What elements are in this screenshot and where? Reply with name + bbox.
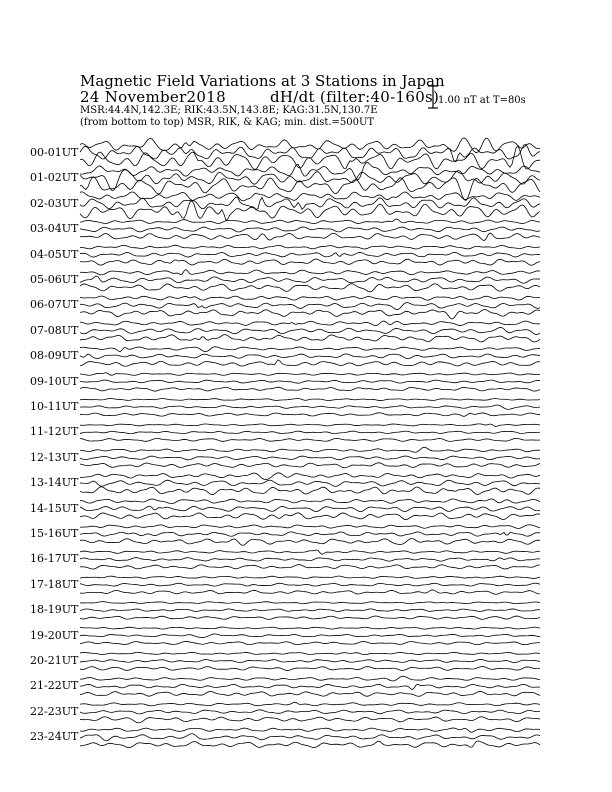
trace-kag-20-21UT	[80, 667, 540, 671]
trace-rik-19-20UT	[80, 634, 540, 638]
trace-msr-14-15UT	[80, 499, 540, 504]
trace-msr-11-12UT	[80, 424, 540, 427]
trace-kag-18-19UT	[80, 616, 540, 619]
trace-msr-06-07UT	[80, 296, 540, 300]
trace-msr-08-09UT	[80, 347, 540, 352]
hour-label: 04-05UT	[30, 247, 79, 261]
trace-kag-03-04UT	[80, 233, 540, 241]
trace-rik-15-16UT	[80, 532, 540, 536]
trace-rik-16-17UT	[80, 558, 540, 562]
trace-msr-20-21UT	[80, 652, 540, 654]
trace-group	[80, 138, 540, 748]
scale-bar-label: 1.00 nT at T=80s	[438, 95, 526, 106]
hour-label: 23-24UT	[30, 730, 79, 744]
trace-kag-23-24UT	[80, 741, 540, 748]
trace-msr-15-16UT	[80, 525, 540, 529]
hour-label: 18-19UT	[30, 603, 79, 617]
trace-rik-23-24UT	[80, 734, 540, 741]
trace-msr-10-11UT	[80, 398, 540, 400]
trace-rik-17-18UT	[80, 583, 540, 586]
hour-label: 01-02UT	[30, 171, 79, 185]
date-label: 24 November2018	[80, 88, 226, 106]
station-coordinates: MSR:44.4N,142.3E; RIK:43.5N,143.8E; KAG:31.5N,130.7E	[80, 105, 378, 116]
trace-msr-05-06UT	[80, 269, 540, 274]
hour-label: 13-14UT	[30, 476, 79, 490]
trace-rik-22-23UT	[80, 710, 540, 714]
trace-rik-09-10UT	[80, 380, 540, 383]
trace-msr-19-20UT	[80, 627, 540, 629]
hour-label: 11-12UT	[30, 425, 79, 439]
trace-rik-08-09UT	[80, 354, 540, 359]
trace-kag-22-23UT	[80, 717, 540, 723]
trace-kag-08-09UT	[80, 360, 540, 366]
trace-rik-18-19UT	[80, 609, 540, 612]
hour-label: 00-01UT	[30, 146, 79, 159]
trace-rik-06-07UT	[80, 303, 540, 310]
trace-kag-07-08UT	[80, 335, 540, 342]
trace-kag-19-20UT	[80, 641, 540, 644]
hour-label: 05-06UT	[30, 273, 79, 286]
trace-kag-09-10UT	[80, 387, 540, 391]
trace-msr-13-14UT	[80, 473, 540, 480]
hour-label: 21-22UT	[30, 679, 79, 693]
trace-rik-10-11UT	[80, 405, 540, 409]
trace-kag-21-22UT	[80, 691, 540, 696]
station-order-note: (from bottom to top) MSR, RIK, & KAG; min. dist.=500UT	[80, 117, 375, 128]
trace-kag-15-16UT	[80, 539, 540, 546]
trace-msr-21-22UT	[80, 676, 540, 681]
hour-label: 16-17UT	[30, 552, 79, 566]
trace-msr-16-17UT	[80, 550, 540, 554]
hour-label: 10-11UT	[30, 400, 79, 413]
trace-rik-03-04UT	[80, 227, 540, 232]
trace-kag-10-11UT	[80, 413, 540, 417]
hour-label: 19-20UT	[30, 628, 79, 642]
hour-label: 09-10UT	[30, 374, 79, 388]
trace-msr-01-02UT	[80, 163, 540, 180]
trace-rik-21-22UT	[80, 684, 540, 689]
hour-label: 02-03UT	[30, 196, 79, 210]
hour-label: 15-16UT	[30, 527, 79, 540]
hour-label: 17-18UT	[30, 577, 79, 591]
hour-label: 06-07UT	[30, 298, 79, 312]
hour-label: 07-08UT	[30, 323, 79, 337]
trace-msr-18-19UT	[80, 602, 540, 604]
trace-kag-12-13UT	[80, 463, 540, 468]
hour-label: 08-09UT	[30, 349, 79, 363]
trace-msr-04-05UT	[80, 245, 540, 249]
trace-msr-17-18UT	[80, 576, 540, 578]
trace-kag-06-07UT	[80, 310, 540, 320]
hour-label: 22-23UT	[30, 704, 79, 718]
trace-msr-23-24UT	[80, 728, 540, 732]
trace-rik-05-06UT	[80, 276, 540, 283]
trace-rik-13-14UT	[80, 480, 540, 486]
trace-kag-05-06UT	[80, 284, 540, 292]
hour-label: 20-21UT	[30, 654, 79, 667]
trace-rik-11-12UT	[80, 431, 540, 434]
trace-kag-11-12UT	[80, 438, 540, 441]
trace-kag-04-05UT	[80, 259, 540, 265]
trace-msr-03-04UT	[80, 219, 540, 224]
scale-bar	[428, 86, 438, 108]
trace-kag-17-18UT	[80, 590, 540, 594]
trace-msr-09-10UT	[80, 373, 540, 376]
hour-label: 14-15UT	[30, 501, 79, 515]
trace-rik-20-21UT	[80, 659, 540, 662]
trace-kag-13-14UT	[80, 487, 540, 495]
trace-rik-14-15UT	[80, 506, 540, 511]
trace-kag-14-15UT	[80, 513, 540, 520]
trace-rik-07-08UT	[80, 327, 540, 334]
trace-kag-00-01UT	[80, 146, 540, 169]
trace-rik-04-05UT	[80, 252, 540, 257]
trace-rik-12-13UT	[80, 456, 540, 460]
trace-kag-16-17UT	[80, 565, 540, 569]
chart-title: Magnetic Field Variations at 3 Stations in Japan	[80, 72, 445, 90]
hour-label: 12-13UT	[30, 450, 79, 464]
hour-label: 03-04UT	[30, 222, 79, 236]
filter-label: dH/dt (filter:40-160s)	[270, 88, 440, 106]
trace-msr-22-23UT	[80, 702, 540, 706]
trace-msr-07-08UT	[80, 321, 540, 326]
trace-kag-02-03UT	[80, 201, 540, 221]
trace-msr-12-13UT	[80, 447, 540, 452]
